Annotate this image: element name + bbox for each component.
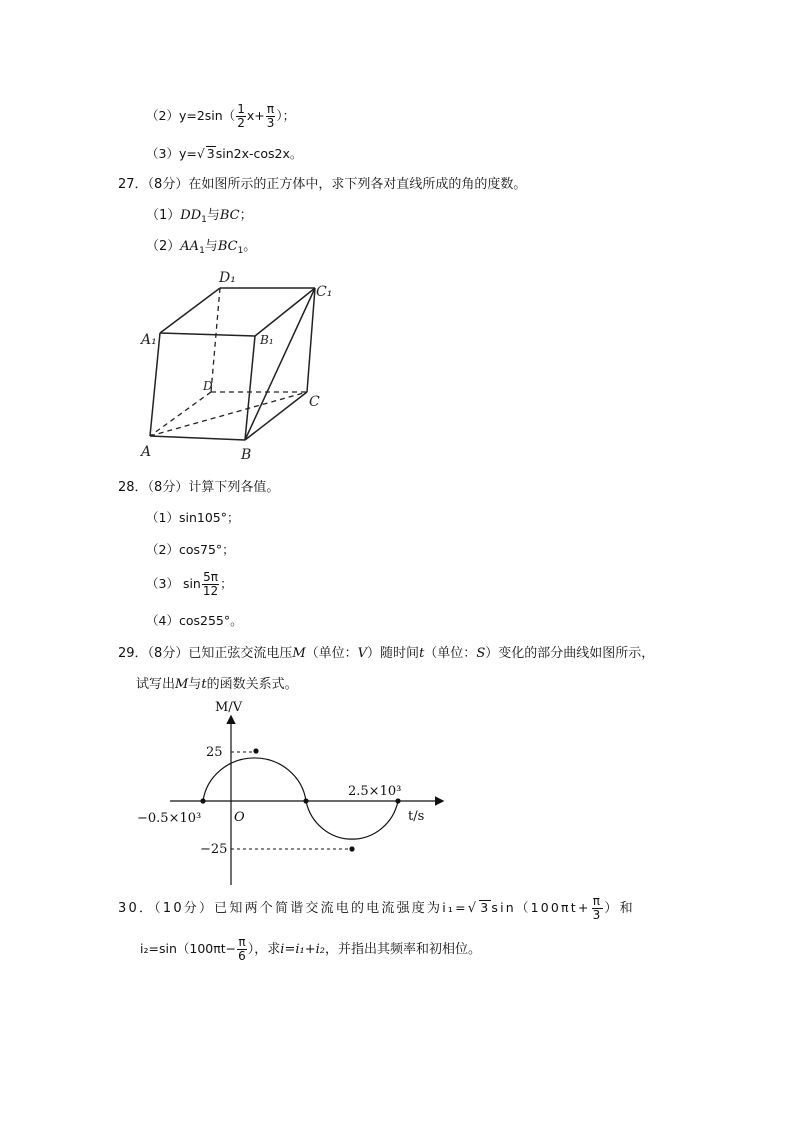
q26-item-2: （2）y=2sin（ $\frac{1}{2}$ x+ $\frac{\pi}{3}$ ）； (146, 102, 296, 130)
q27-item-1: $(1)DD_1$与BC； (146, 208, 253, 225)
q27-item-2: $(2)AA_1$与$BC_1$。 (146, 239, 257, 256)
label-a: A (141, 444, 152, 460)
q28-stem: 28．（8分）计算下列各值。 (118, 480, 280, 495)
fraction: $\frac{1}{2}$ (237, 102, 245, 130)
label-b1: B₁ (260, 333, 274, 347)
label-d: D (203, 379, 213, 393)
q26-item-3: （3）y=√ 3sin2x-cos2x。 (146, 146, 303, 161)
y-min-label: −25 (200, 842, 228, 857)
fraction: $\frac{\pi}{3}$ (592, 894, 603, 922)
q29-stem-line-2: 试写出M与t的函数关系式。 (136, 677, 298, 692)
edge-a1-b1 (160, 333, 255, 336)
fraction: $\frac{\pi}{3}$ (266, 102, 275, 130)
label-c1: C₁ (316, 284, 333, 300)
edge-b-c1 (245, 288, 315, 440)
diagonal-a-c-hidden (150, 392, 307, 436)
y-max-label: 25 (206, 745, 223, 760)
label-d1: D₁ (219, 270, 236, 286)
x-axis-label: t/s (408, 809, 425, 824)
sqrt-symbol: √ (196, 146, 205, 161)
label-c: C (309, 394, 320, 410)
edge-a-b (150, 436, 245, 440)
q30-line-1: 30．（10分）已知两个简谐交流电的电流强度为i₁=√ 3sin（100πt+ $\frac{\pi}{3}$ ）和 (118, 894, 635, 922)
q28-item-1: （1）sin105°； (146, 510, 240, 525)
edge-d-a-hidden (150, 392, 211, 436)
point-max (253, 748, 258, 753)
point-right-zero (395, 798, 400, 803)
fraction: $\frac{\pi}{6}$ (238, 935, 246, 963)
edge-b-c (245, 392, 307, 440)
edge-a1-d1 (160, 288, 220, 333)
origin-label: O (234, 810, 245, 825)
sqrt-symbol: √ (467, 901, 479, 916)
q28-item-4: （4）cos255°。 (146, 613, 243, 628)
cube-figure (135, 268, 335, 468)
q30-line-2: i₂=sin（100πt− $\frac{\pi}{6}$ ），求i=i₁+i₂，并指出其频率和初相位。 (140, 935, 481, 963)
q28-item-2: （2）cos75°； (146, 542, 235, 557)
point-min (349, 846, 354, 851)
q27-stem: 27．（8分）在如图所示的正方体中，求下列各对直线所成的角的度数。 (118, 177, 527, 192)
label-a1: A₁ (141, 332, 157, 348)
q28-item-3: （3） sin $\frac{5\pi}{12}$ ； (146, 570, 233, 598)
q29-stem-line-1: 29．（8分）已知正弦交流电压M（单位：V）随时间t（单位：S）变化的部分曲线如图所示， (118, 646, 655, 661)
point-mid-zero (303, 798, 308, 803)
x-right-label: 2.5×10³ (348, 784, 402, 799)
edge-c1-b1 (255, 288, 315, 336)
point-left-zero (200, 798, 205, 803)
edge-b1-b (245, 336, 255, 440)
edge-d1-d-hidden (211, 288, 220, 392)
y-axis-label: M/V (215, 700, 243, 715)
edge-a1-a (150, 333, 160, 436)
sine-voltage-graph (130, 695, 460, 890)
fraction: $\frac{5\pi}{12}$ (202, 570, 219, 598)
label-b: B (241, 447, 252, 463)
x-left-label: −0.5×10³ (137, 811, 202, 826)
